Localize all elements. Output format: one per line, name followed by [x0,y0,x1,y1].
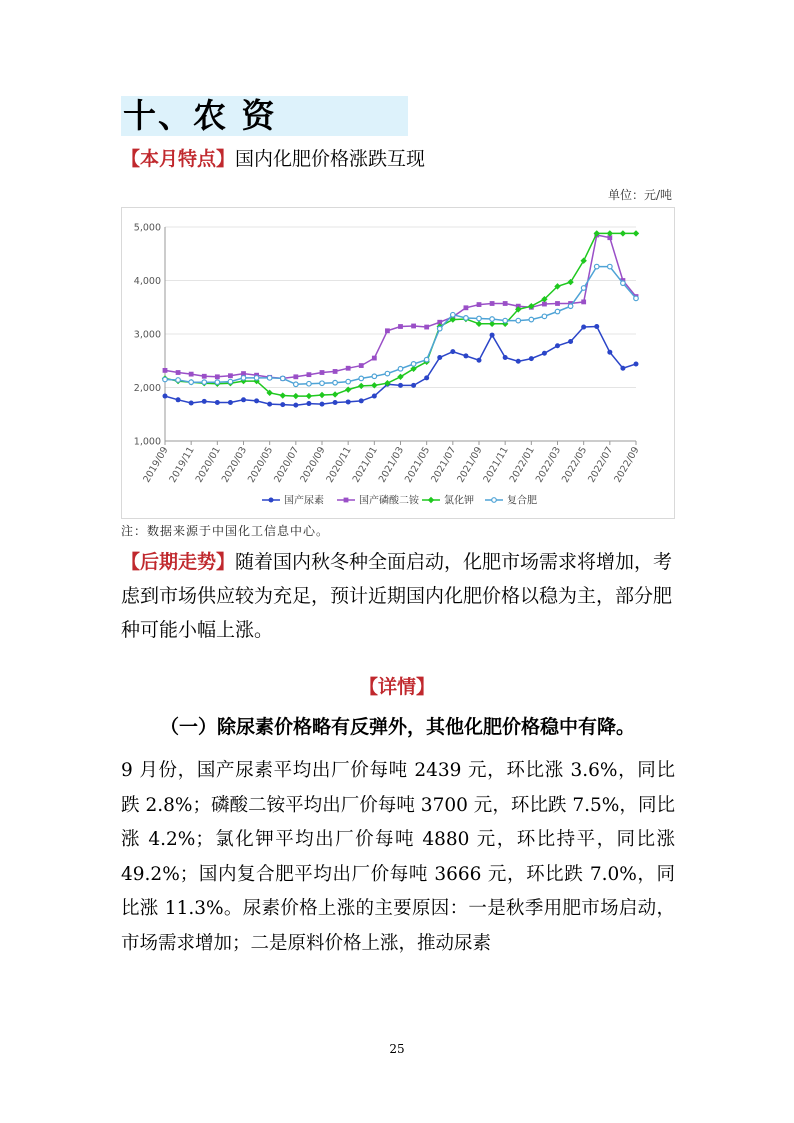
data-point [332,391,338,397]
legend-label: 复合肥 [507,495,537,507]
data-point [189,380,194,385]
data-point [319,392,325,398]
x-tick-label: 2021/03 [376,445,407,485]
legend-marker [344,498,349,503]
data-point [280,402,285,407]
data-point [411,383,416,388]
fertilizer-price-chart [121,207,675,519]
data-point [594,264,599,269]
data-point [228,400,233,405]
data-point [620,230,626,236]
x-tick-label: 2022/03 [533,445,564,485]
detail-title [0,672,794,699]
section-title-text: 十、农 资 [123,96,277,135]
data-point [398,383,403,388]
data-point [163,377,168,382]
feature-text: 国内化肥价格涨跌互现 [235,148,426,170]
data-point [464,316,469,321]
data-point [372,394,377,399]
data-point [385,371,390,376]
x-tick-label: 2021/07 [429,445,459,485]
data-point [490,333,495,338]
data-point [516,318,521,323]
data-point [228,379,233,384]
data-point [607,350,612,355]
monthly-feature [121,146,425,172]
y-tick-label: 2,000 [133,383,161,394]
data-point [359,398,364,403]
chart-svg [122,208,674,518]
data-point [176,397,181,402]
series-line [165,235,636,378]
x-tick-label: 2020/07 [272,445,302,485]
data-point [307,372,312,377]
data-point [568,304,573,309]
legend-marker [428,497,434,503]
series-line [165,233,636,396]
legend-label: 国产磷酸二铵 [359,495,419,507]
y-tick-label: 4,000 [133,276,161,287]
legend-label: 国产尿素 [284,495,324,507]
source-note: 注：数据来源于中国化工信息中心。 [121,524,330,538]
x-tick-label: 2020/01 [193,445,223,485]
data-point [358,383,364,389]
section-title [121,96,408,136]
data-point [293,393,299,399]
data-point [450,349,455,354]
x-tick-label: 2020/09 [298,445,328,485]
data-point [202,399,207,404]
data-point [580,258,586,264]
x-tick-label: 2020/03 [219,445,250,485]
data-point [620,366,625,371]
data-point [398,366,403,371]
data-point [463,353,468,358]
sub-heading: （一）除尿素价格略有反弹外，其他化肥价格稳中有降。 [160,716,636,738]
data-point [451,312,456,317]
y-tick-label: 3,000 [133,329,161,341]
data-point [372,356,377,361]
data-point [385,328,390,333]
data-point [503,355,508,360]
data-point [294,382,299,387]
data-point [424,357,429,362]
series-line [165,327,636,406]
page-number: 25 [389,1042,405,1056]
data-point [477,316,482,321]
data-point [320,402,325,407]
x-tick-label: 2022/05 [560,445,590,485]
data-point [633,230,639,236]
x-tick-label: 2020/05 [246,445,276,485]
detail-title-text: 【详情】 [358,676,435,698]
data-point [555,343,560,348]
data-point [594,324,599,329]
data-point [163,394,168,399]
data-point [306,401,311,406]
trend-paragraph [121,545,673,647]
y-tick-label: 5,000 [133,222,161,234]
data-point [411,324,416,329]
data-point [307,381,312,386]
data-point [333,400,338,405]
data-point [437,355,442,360]
data-point [608,264,613,269]
data-point [320,381,325,386]
data-point [581,325,586,330]
feature-label: 【本月特点】 [121,148,236,170]
data-point [634,296,639,301]
data-point [306,393,312,399]
x-tick-label: 2021/09 [455,445,485,485]
data-point [555,309,560,314]
legend-marker [492,498,497,503]
data-point [372,374,377,379]
data-point [581,286,586,291]
data-point [176,370,181,375]
data-point [464,305,469,310]
data-point [477,302,482,307]
data-point [280,376,285,381]
data-point [293,403,298,408]
data-point [320,370,325,375]
data-point [424,375,429,380]
data-point [346,399,351,404]
legend-label: 氯化钾 [444,495,474,507]
data-point [346,366,351,371]
data-point [280,392,286,398]
body-paragraph: 9 月份，国产尿素平均出厂价每吨 2439 元，环比涨 3.6%，同比跌 2.8%；磷酸二铵平均出厂价每吨 3700 元，环比跌 7.5%，同比涨 4.2%；氯化钾平均出厂价每吨 4880 元，环比持平，同比涨 49.2%；国内复合肥平均出厂价每吨 3666 元，环比跌 7.0%，同比涨 11.3%。尿素价格上涨的主要原因：一是秋季用肥市场启动，市场需求增加；二是原料价格上涨，推动尿素 [121,760,675,954]
unit-label: 单位：元/吨 [607,188,672,202]
x-tick-label: 2020/11 [324,445,354,485]
x-tick-label: 2021/11 [481,445,511,485]
data-point [411,362,416,367]
data-point [529,356,534,361]
x-tick-label: 2019/11 [167,445,197,485]
data-point [503,301,508,306]
data-point [476,321,482,327]
data-point [555,301,560,306]
data-point [477,358,482,363]
data-point [542,314,547,319]
x-tick-label: 2022/07 [586,445,616,485]
data-point [241,376,246,381]
data-point [346,379,351,384]
y-tick-label: 1,000 [133,436,161,448]
data-point [490,301,495,306]
data-point [215,374,220,379]
data-point [359,363,364,368]
data-point [293,374,298,379]
data-point [424,325,429,330]
data-point [163,368,168,373]
data-point [254,398,259,403]
data-point [621,281,626,286]
x-tick-label: 2019/09 [141,445,171,485]
data-point [202,374,207,379]
data-point [634,362,639,367]
data-point [503,318,508,323]
x-tick-label: 2021/05 [403,445,433,485]
data-point [581,300,586,305]
data-point [189,401,194,406]
x-tick-label: 2022/09 [612,445,642,485]
data-point [516,359,521,364]
data-point [228,373,233,378]
data-point [267,402,272,407]
data-point [267,376,272,381]
trend-text: 随着国内秋冬种全面启动，化肥市场需求将增加，考虑到市场供应较为充足，预计近期国内化肥价格以稳为主，部分肥种可能小幅上涨。 [121,551,673,641]
data-point [254,376,259,381]
data-point [215,380,220,385]
x-tick-label: 2021/01 [350,445,380,485]
data-point [437,326,442,331]
data-point [241,397,246,402]
data-point [359,376,364,381]
data-point [542,351,547,356]
x-tick-label: 2022/01 [507,445,537,485]
data-point [490,317,495,322]
data-point [189,372,194,377]
data-point [176,378,181,383]
data-point [568,339,573,344]
data-point [333,369,338,374]
trend-label: 【后期走势】 [121,551,236,573]
data-point [333,380,338,385]
legend-marker [269,498,274,503]
data-point [398,324,403,329]
data-point [529,317,534,322]
data-point [215,400,220,405]
data-point [202,380,207,385]
